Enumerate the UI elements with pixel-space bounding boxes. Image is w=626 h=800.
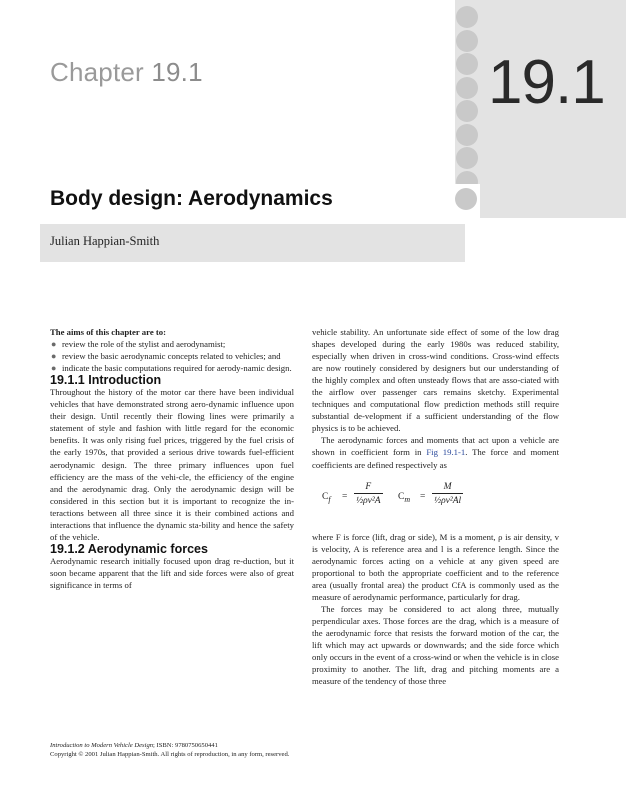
chapter-number-large: 19.1 [488, 48, 605, 117]
forces-paragraph: The forces may be considered to act along three, mutually perpendicular axes. Those forces are the drag, which is a measure of the aerodynamic force that resists the forward motion of the car, the lift which may act upwards or downwards; and the side force which only occurs in the event of a cross-wind or when the vehicle is in close proximity to another. The lift, drag and pitching moments are a measure of the tendency of those three [312, 603, 559, 687]
bullet-icon: ● [51, 339, 57, 350]
cm-fraction: $\frac{M}{\text{½ρv²Al}}$ [434, 481, 462, 506]
introduction-paragraph: Throughout the history of the motor car there have been individual vehicles that have demonstrated strong aero-dynamic influence upon their design. Until recently their flowing lines were primarily a statement of style and fashion with little regard for the economic benefits. It was only rising fuel prices, triggered by the fuel crisis of the early 1970s, that provided a serious drive towards fuel-efficient aerodynamic design. The three primary influences upon fuel efficiency are the mass of the vehi-cle, the efficiency of the engine and the aerodynamic drag. Only the aerodynamic design will be considered in this section but it is important to recognize the in-teractions between all three since it is their combined actions and interactions that influence the dynamic sta-bility and hence the safety of the vehicle. [50, 387, 294, 542]
right-column [312, 326, 559, 687]
cm-symbol: $C_m$ [398, 491, 411, 504]
dot [456, 147, 478, 169]
dot [456, 53, 478, 75]
definitions-paragraph: where F is force (lift, drag or side), M is a moment, ρ is air density, v is velocity, A is reference area and l is a reference length. Since the aerodynamic forces acting on a vehicle at any given speed are proportional to both the appropriate coefficient and to the reference area (usually frontal area) the product CfA is commonly used as the measure of aerodynamic performance, particularly for drag. [312, 531, 559, 602]
section-heading-introduction: 19.1.1 Introduction [50, 373, 162, 388]
chapter-title: Body design: Aerodynamics [50, 187, 333, 210]
dot [456, 100, 478, 122]
dot [456, 30, 478, 52]
figure-link[interactable]: Fig 19.1-1 [426, 447, 466, 458]
footer [50, 741, 570, 759]
footer-book: Introduction to Modern Vehicle Design; ISBN: 9780750650441 [50, 742, 218, 749]
stability-paragraph: vehicle stability. An unfortunate side effect of some of the low drag shapes developed during the early 1980s was reduced stability, especially when driven in cross-wind conditions. Cross-wind effects are now routinely considered by designers but our understanding of the highly complex and often unsteady flows that are asso-ciated with the airflow over passenger cars remains sketchy. Experimental techniques and computational flow prediction methods still require substantial de-velopment if a sufficient understanding of the flow physics is to be achieved. [312, 327, 559, 434]
dot [456, 124, 478, 146]
chapter-word: Chapter [50, 57, 144, 87]
coefficients-paragraph: The aerodynamic forces and moments that act upon a vehicle are shown in coefficient form in Fig 19.1-1. The force and moment coefficients are defined respectively as [312, 435, 559, 470]
section-heading-aerodynamic-forces: 19.1.2 Aerodynamic forces [50, 541, 208, 556]
decorative-dots [456, 6, 480, 194]
chapter-number: 19.1 [151, 57, 203, 87]
cf-equals: = [342, 491, 348, 502]
footer-copyright: Copyright © 2001 Julian Happian-Smith. All rights of reproduction, in any form, reserved. [50, 751, 290, 758]
title-tab-dot [455, 188, 477, 210]
dot [456, 6, 478, 28]
bullet-icon: ● [51, 351, 57, 362]
aerodynamic-forces-paragraph: Aerodynamic research initially focused upon drag re-duction, but it soon became apparent that the lift and side forces were also of great significance in terms of [50, 555, 294, 590]
cm-equals: = [420, 491, 426, 502]
cf-symbol: $C_f$ [322, 491, 331, 504]
aims-heading: The aims of this chapter are to: [50, 327, 166, 337]
aims-item: ● review the role of the stylist and aerodynamist; [51, 339, 226, 350]
aims-item: ● indicate the basic computations required for aerody-namic design. [51, 363, 292, 374]
coefficient-formula [312, 477, 559, 529]
author-name: Julian Happian-Smith [50, 234, 160, 248]
dot [456, 77, 478, 99]
aims-item: ● review the basic aerodynamic concepts related to vehicles; and [51, 351, 281, 362]
cf-fraction: $\frac{F}{\text{½ρv²A}}$ [356, 481, 381, 506]
chapter-label [50, 57, 203, 88]
bullet-icon: ● [51, 363, 57, 374]
aims-list [50, 338, 294, 374]
left-column [50, 326, 294, 591]
